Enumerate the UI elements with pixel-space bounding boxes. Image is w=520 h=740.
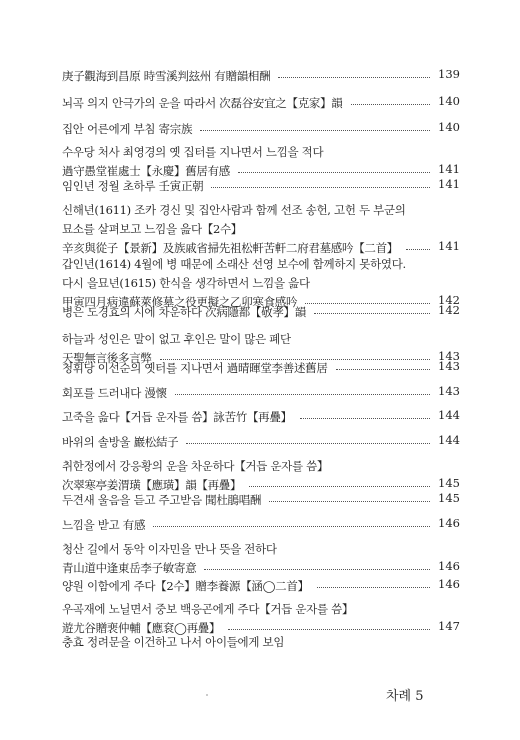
toc-page-number: 146 [438,577,460,591]
toc-entry-line [62,301,460,320]
toc-entry-line [62,118,460,137]
toc-entry-line [62,538,460,557]
toc-entry-title: 甲寅四月病違蘇萊修墓之役更擬之乙卯寒食感吟 [62,295,298,309]
toc-page-number: 140 [438,120,460,134]
toc-entry-line [62,92,460,111]
toc-entry-title: 양원 이함에게 주다【2수】贈李養源【涵◯二首】 [62,579,309,593]
footer-label: 차례 [386,689,412,704]
toc-page-number: 140 [438,94,460,108]
toc-entry-title: 청산 길에서 동악 이자민을 만나 뜻을 전하다 [62,542,277,556]
toc-page-number: 142 [438,293,460,307]
toc-entry-title: 하늘과 성인은 말이 없고 후인은 말이 많은 폐단 [62,332,291,346]
toc-page-number: 141 [438,239,460,253]
toc-page-number: 144 [438,408,460,422]
toc-entry [62,382,460,401]
toc-entry-line [62,382,460,401]
dot-leader [317,587,430,588]
toc-entry-title: 회포를 드러내다 漫懷 [62,386,167,400]
toc-entry-title: 갑인년(1614) 4월에 병 때문에 소래산 선영 보수에 함께하지 못하였다. [62,257,406,271]
toc-entry [62,514,460,533]
toc-entry [62,538,460,576]
dot-leader [186,443,430,444]
toc-entry-line [62,598,460,617]
toc-entry [62,575,460,594]
dot-leader [204,569,430,570]
toc-entry-title: 青山道中逢東岳李子敏寄意 [62,561,197,575]
toc-entry-line [62,357,460,376]
toc-entry-title: 묘소를 살펴보고 느낌을 읊다【2수】 [62,222,242,236]
dot-leader [406,249,430,250]
toc-page-number: 142 [438,303,460,317]
toc-page-number: 139 [438,67,460,81]
toc-entry [62,65,460,84]
toc-entry-title: 次翠寒亭姜渭璜【應璜】韻【再疊】 [62,478,242,492]
toc-entry-line [62,272,460,291]
toc-entry-title: 청휘당 이선순의 옛터를 지나면서 過晴暉堂李善述舊居 [62,361,328,375]
dot-leader [300,418,430,419]
toc-entry-line [62,253,460,272]
toc-entry-title: 고죽을 읊다【거듭 운자를 씀】詠苦竹【再疊】 [62,410,292,424]
toc-page-number: 143 [438,384,460,398]
toc-page-number: 141 [438,177,460,191]
dot-leader [269,501,430,502]
dot-leader [200,130,430,131]
toc-entry-title: 느낌을 받고 有感 [62,518,146,532]
toc-entry-line [62,175,460,194]
toc-entry-line [62,557,460,576]
toc-entry-title: 바위의 솔방울 巖松結子 [62,435,179,449]
toc-page-number: 143 [438,349,460,363]
toc-entry-line [62,489,460,508]
toc-entry [62,175,460,194]
toc-entry-title: 遊尤谷贈裵仲輔【應袞◯再疊】 [62,621,221,635]
toc-entry-title: 庚子觀海到昌原 時雪溪判玆州 有贈韻相酬 [62,69,271,83]
dot-leader [314,313,430,314]
toc-entry [62,357,460,376]
toc-page-number: 141 [438,162,460,176]
toc-entry-line [62,514,460,533]
dot-leader [175,394,430,395]
toc-entry-line [62,218,460,237]
toc-entry [62,301,460,320]
toc-entry-line [62,141,460,160]
toc-entry [62,199,460,256]
toc-entry-title: 임인년 정월 초하루 壬寅正朝 [62,179,204,193]
toc-entry [62,489,460,508]
toc-entry [62,141,460,179]
dot-leader [278,77,430,78]
toc-entry [62,455,460,493]
page-footer [386,688,424,706]
dot-leader [153,526,430,527]
toc-entry-line [62,65,460,84]
dot-leader [228,629,430,630]
toc-page-number: 146 [438,516,460,530]
toc-entry [62,406,460,425]
toc-entry-title: 충효 정려문을 이건하고 나서 아이들에게 보임 [62,635,285,649]
toc-entry-line [62,199,460,218]
dot-leader [249,486,430,487]
toc-entry-title: 뇌곡 의지 안극가의 운을 따라서 次磊谷安宜之【克家】韻 [62,96,343,110]
toc-page-number: 144 [438,433,460,447]
toc-entry-line [62,631,460,650]
toc-entry-title: 취한정에서 강응황의 운을 차운하다【거듭 운자를 씀】 [62,459,329,473]
toc-page-number: 147 [438,619,460,633]
toc-page-number: 145 [438,476,460,490]
toc-entry-line [62,455,460,474]
toc-entry [62,431,460,450]
toc-entry-title: 辛亥與從子【景新】及族戚省掃先祖松軒苦軒二府君墓感吟【二首】 [62,241,398,255]
dot-leader [351,104,431,105]
footer-page-number: 5 [415,689,424,704]
toc-entry-line [62,431,460,450]
toc-entry [62,92,460,111]
toc-entry-title: 우곡재에 노닐면서 중보 백응곤에게 주다【거듭 운자를 씀】 [62,602,354,616]
dot-leader [238,172,430,173]
toc-entry-title: 過守愚堂崔處士【永慶】舊居有感 [62,164,230,178]
toc-entry-title: 다시 을묘년(1615) 한식을 생각하면서 느낌을 읊다 [62,276,310,290]
dot-leader [336,369,430,370]
toc-entry-line [62,575,460,594]
toc-entry-title: 신해년(1611) 조카 경신 및 집안사람과 함께 선조 송헌, 고헌 두 부군의 [62,203,406,217]
toc-entry [62,118,460,137]
toc-entry [62,631,460,650]
toc-entry-line [62,328,460,347]
page-speck [206,694,208,696]
toc-entry-title: 집안 어른에게 부침 寄宗族 [62,122,193,136]
toc-page-number: 145 [438,491,460,505]
toc-entry-title: 두견새 울음을 듣고 주고받음 聞杜鵑唱酬 [62,493,262,507]
toc-entry-title: 병은 도경효의 시에 차운하다 次病隱都【敬孝】韻 [62,305,306,319]
toc-page-number: 146 [438,559,460,573]
toc-entry-title: 수우당 처사 최영경의 옛 집터를 지나면서 느낌을 적다 [62,145,324,159]
toc-page-number: 143 [438,359,460,373]
toc-entry-line [62,406,460,425]
dot-leader [211,187,430,188]
toc-entry-title: 天聖無言後多言弊 [62,351,152,365]
